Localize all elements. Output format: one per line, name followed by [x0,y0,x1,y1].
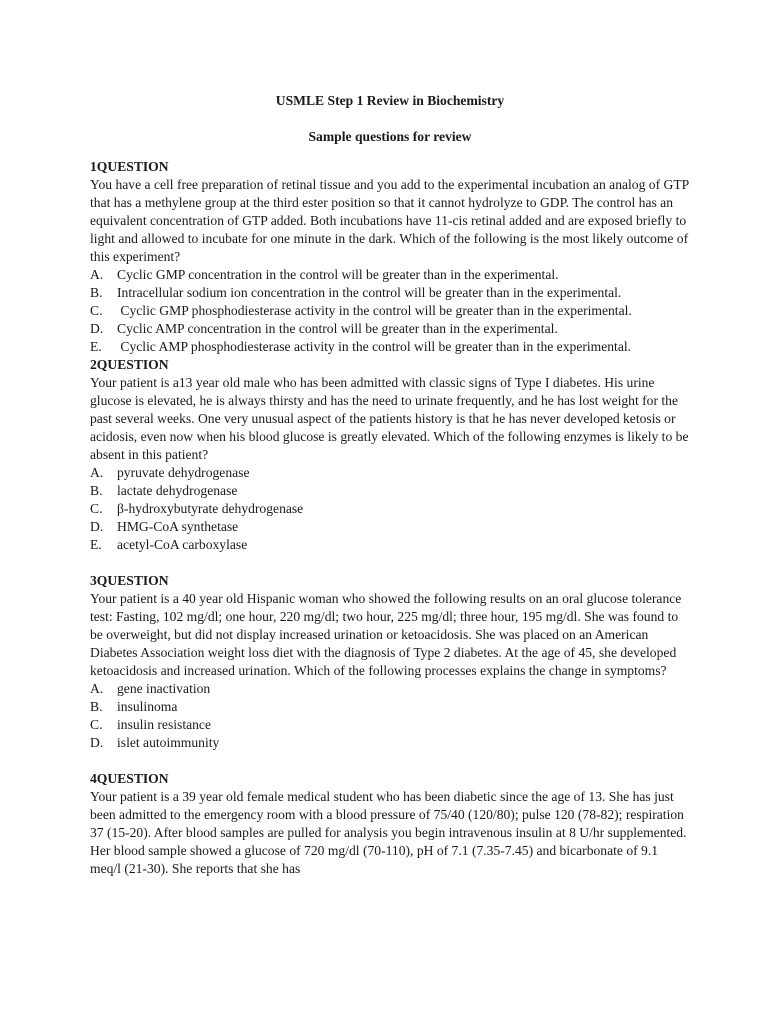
option-letter: A. [90,267,104,282]
answer-option [90,464,690,482]
answer-option [90,320,690,338]
document-page [90,92,690,878]
option-text: gene inactivation [117,681,211,696]
option-letter: B. [90,483,103,498]
question-heading: 3QUESTION [90,573,169,588]
option-letter: B. [90,699,103,714]
option-text: Cyclic AMP phosphodiesterase activity in the control will be greater than in the experimental. [120,339,632,354]
option-letter: D. [90,321,104,336]
answer-option [90,500,690,518]
option-text: insulin resistance [117,717,212,732]
option-letter: C. [90,717,103,732]
option-text: Cyclic GMP concentration in the control will be greater than in the experimental. [117,267,559,282]
answer-option [90,716,690,734]
option-letter: A. [90,465,104,480]
option-letter: E. [90,537,102,552]
answer-option [90,266,690,284]
option-text: Cyclic GMP phosphodiesterase activity in the control will be greater than in the experimental. [120,303,632,318]
answer-option [90,734,690,752]
answer-options [90,266,690,356]
option-text: β-hydroxybutyrate dehydrogenase [117,501,304,516]
option-letter: E. [90,339,102,354]
question-1 [90,158,690,356]
option-text: HMG-CoA synthetase [117,519,239,534]
option-text: insulinoma [117,699,178,714]
answer-option [90,536,690,554]
option-text: Intracellular sodium ion concentration in the control will be greater than in the experimental. [117,285,622,300]
option-text: lactate dehydrogenase [117,483,238,498]
option-letter: A. [90,681,104,696]
question-3 [90,572,690,752]
answer-options [90,680,690,752]
question-stem: You have a cell free preparation of retinal tissue and you add to the experimental incubation an analog of GTP that has a methylene group at the third ester position so that it cannot hydrolyze to GDP. The control has an equivalent concentration of GTP added. Both incubations have 11-cis retinal added and are exposed briefly to light and allowed to incubate for one minute in the dark. Which of the following is the most likely outcome of this experiment? [90,177,689,264]
option-text: pyruvate dehydrogenase [117,465,250,480]
option-text: Cyclic AMP concentration in the control will be greater than in the experimental. [117,321,558,336]
question-2 [90,356,690,554]
answer-option [90,482,690,500]
answer-options [90,464,690,554]
answer-option [90,698,690,716]
answer-option [90,518,690,536]
question-stem: Your patient is a13 year old male who has been admitted with classic signs of Type I diabetes. His urine glucose is elevated, he is always thirsty and has the need to urinate frequently, and he has lost weight for the past several weeks. One very unusual aspect of the patients history is that he has never developed ketosis or acidosis, even now when his blood glucose is greatly elevated. Which of the following enzymes is likely to be absent in this patient? [90,375,689,462]
document-subtitle: Sample questions for review [308,129,472,144]
question-heading: 1QUESTION [90,159,169,174]
option-text: islet autoimmunity [117,735,220,750]
answer-option [90,338,690,356]
option-text: acetyl-CoA carboxylase [117,537,248,552]
option-letter: C. [90,501,103,516]
question-heading: 4QUESTION [90,771,169,786]
option-letter: D. [90,735,104,750]
answer-option [90,680,690,698]
option-letter: C. [90,303,103,318]
answer-option [90,284,690,302]
question-stem: Your patient is a 40 year old Hispanic woman who showed the following results on an oral glucose tolerance test: Fasting, 102 mg/dl; one hour, 220 mg/dl; two hour, 225 mg/dl; three hour, 195 mg/dl. She was found to be overweight, but did not display increased urination or ketoacidosis. She was placed on an American Diabetes Association weight loss diet with the diagnosis of Type 2 diabetes. At the age of 45, she developed ketoacidosis and increased urination. Which of the following processes explains the change in symptoms? [90,591,682,678]
question-heading: 2QUESTION [90,357,169,372]
question-stem: Your patient is a 39 year old female medical student who has been diabetic since the age of 13. She has just been admitted to the emergency room with a blood pressure of 75/40 (120/80); pulse 120 (78-82); respiration 37 (15-20). After blood samples are pulled for analysis you begin intravenous insulin at 8 U/hr supplemented. Her blood sample showed a glucose of 720 mg/dl (70-110), pH of 7.1 (7.35-7.45) and bicarbonate of 9.1 meq/l (21-30). She reports that she has [90,789,687,876]
option-letter: B. [90,285,103,300]
option-letter: D. [90,519,104,534]
answer-option [90,302,690,320]
document-title: USMLE Step 1 Review in Biochemistry [275,93,505,108]
question-4 [90,770,690,878]
